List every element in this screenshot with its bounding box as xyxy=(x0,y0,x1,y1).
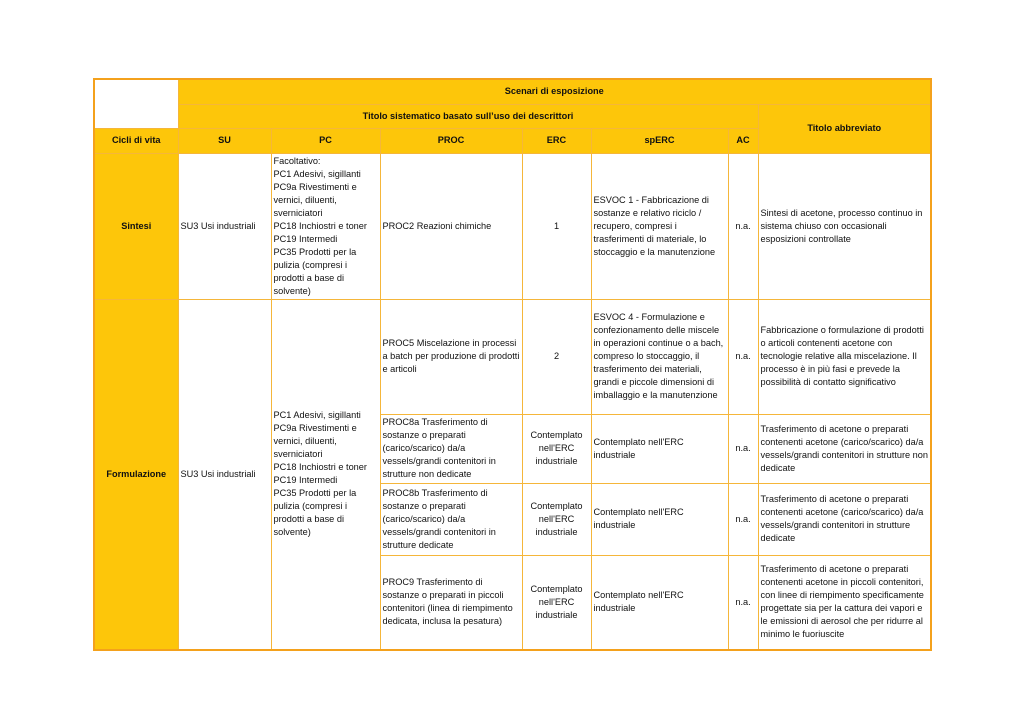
formulazione-erc: Contemplato nell'ERC industriale xyxy=(522,483,591,555)
pc-line: PC1 Adesivi, sigillanti xyxy=(273,168,361,179)
formulazione-titolo: Fabbricazione o formulazione di prodotti o articoli contenenti acetone con tecnologie relative alla miscelazione. Il processo è in più fasi e prevede la possibilità di contatto significativo xyxy=(758,299,931,414)
sintesi-sperc: ESVOC 1 - Fabbricazione di sostanze e relativo riciclo / recupero, compresi i trasferimenti di materiale, lo stoccaggio e la manutenzione xyxy=(591,153,728,299)
pc-line: PC19 Intermedi xyxy=(273,233,338,244)
formulazione-proc: PROC5 Miscelazione in processi a batch per produzione di prodotti e articoli xyxy=(380,299,522,414)
header-titolo-abbreviato: Titolo abbreviato xyxy=(758,104,931,153)
header-ac: AC xyxy=(728,128,758,153)
life-cycle-formulazione: Formulazione xyxy=(94,299,178,650)
formulazione-ac: n.a. xyxy=(728,555,758,650)
formulazione-titolo: Trasferimento di acetone o preparati contenenti acetone in piccoli contenitori, con linee di riempimento specificamente progettate sia per la cattura dei vapori e le emissioni di aerosol che per ridurre al minimo le fuoriuscite xyxy=(758,555,931,650)
formulazione-sperc: Contemplato nell'ERC industriale xyxy=(591,483,728,555)
pc-line: PC9a Rivestimenti e vernici, diluenti, sverniciatori xyxy=(273,181,357,218)
header-sperc: spERC xyxy=(591,128,728,153)
table-row xyxy=(94,153,931,299)
sintesi-proc: PROC2 Reazioni chimiche xyxy=(380,153,522,299)
formulazione-sperc: ESVOC 4 - Formulazione e confezionamento delle miscele in operazioni continue o a bach, compreso lo stoccaggio, il trasferimento dei materiali, grandi e piccole dimensioni di imballaggio e la manutenzione xyxy=(591,299,728,414)
formulazione-ac: n.a. xyxy=(728,299,758,414)
pc-line: PC9a Rivestimenti e vernici, diluenti, sverniciatori xyxy=(273,423,357,460)
exposure-scenarios-table xyxy=(93,78,932,651)
pc-line: PC18 Inchiostri e toner xyxy=(273,462,367,473)
header-blank-cell xyxy=(94,79,178,128)
formulazione-proc: PROC8a Trasferimento di sostanze o preparati (carico/scarico) da/a vessels/grandi contenitori in strutture non dedicate xyxy=(380,414,522,483)
formulazione-erc: Contemplato nell'ERC industriale xyxy=(522,414,591,483)
formulazione-titolo: Trasferimento di acetone o preparati contenenti acetone (carico/scarico) da/a vessels/grandi contenitori in strutture dedicate xyxy=(758,483,931,555)
life-cycle-sintesi: Sintesi xyxy=(94,153,178,299)
pc-line: PC1 Adesivi, sigillanti xyxy=(273,410,361,421)
header-su: SU xyxy=(178,128,271,153)
sintesi-titolo: Sintesi di acetone, processo continuo in sistema chiuso con occasionali esposizioni controllate xyxy=(758,153,931,299)
pc-line: PC35 Prodotti per la pulizia (compresi i prodotti a base di solvente) xyxy=(273,488,357,538)
formulazione-ac: n.a. xyxy=(728,483,758,555)
header-pc: PC xyxy=(271,128,380,153)
header-titolo-sistematico: Titolo sistematico basato sull’uso dei descrittori xyxy=(178,104,758,128)
formulazione-sperc: Contemplato nell'ERC industriale xyxy=(591,555,728,650)
table-row xyxy=(94,299,931,414)
header-scenari: Scenari di esposizione xyxy=(178,79,931,104)
formulazione-proc: PROC9 Trasferimento di sostanze o preparati in piccoli contenitori (linea di riempimento dedicata, inclusa la pesatura) xyxy=(380,555,522,650)
formulazione-titolo: Trasferimento di acetone o preparati contenenti acetone (carico/scarico) da/a vessels/grandi contenitori in strutture non dedicate xyxy=(758,414,931,483)
formulazione-sperc: Contemplato nell'ERC industriale xyxy=(591,414,728,483)
formulazione-erc: 2 xyxy=(522,299,591,414)
formulazione-erc: Contemplato nell'ERC industriale xyxy=(522,555,591,650)
pc-line: Facoltativo: xyxy=(273,155,321,166)
pc-line: PC19 Intermedi xyxy=(273,475,338,486)
header-cicli-di-vita: Cicli di vita xyxy=(94,128,178,153)
formulazione-pc xyxy=(271,299,380,650)
sintesi-pc xyxy=(271,153,380,299)
header-proc: PROC xyxy=(380,128,522,153)
sintesi-erc: 1 xyxy=(522,153,591,299)
pc-line: PC35 Prodotti per la pulizia (compresi i prodotti a base di solvente) xyxy=(273,246,357,296)
formulazione-su: SU3 Usi industriali xyxy=(178,299,271,650)
sintesi-su: SU3 Usi industriali xyxy=(178,153,271,299)
sintesi-ac: n.a. xyxy=(728,153,758,299)
formulazione-proc: PROC8b Trasferimento di sostanze o preparati (carico/scarico) da/a vessels/grandi contenitori in strutture dedicate xyxy=(380,483,522,555)
formulazione-ac: n.a. xyxy=(728,414,758,483)
header-erc: ERC xyxy=(522,128,591,153)
pc-line: PC18 Inchiostri e toner xyxy=(273,220,367,231)
